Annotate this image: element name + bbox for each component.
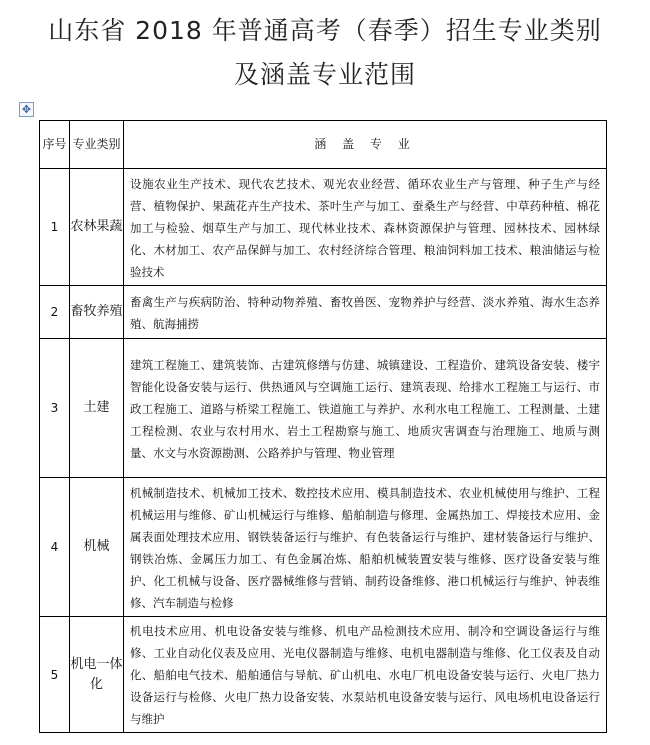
row-category: 土建 [70,339,124,478]
row-majors: 畜禽生产与疾病防治、特种动物养殖、畜牧兽医、宠物养护与经营、淡水养殖、海水生态养殖、航海捕捞 [124,286,607,339]
row-category: 机械 [70,478,124,617]
table-row [40,478,607,617]
table-row [40,617,607,733]
document-title-line2: 及涵盖专业范围 [233,60,416,89]
majors-table [39,120,607,733]
row-no: 2 [40,286,70,339]
table-row [40,339,607,478]
document-title-line1: 山东省 2018 年普通高考（春季）招生专业类别 [48,16,602,45]
table-row [40,169,607,286]
row-no: 3 [40,339,70,478]
row-majors: 设施农业生产技术、现代农艺技术、观光农业经营、循环农业生产与管理、种子生产与经营、植物保护、果蔬花卉生产技术、茶叶生产与加工、蚕桑生产与经营、中草药种植、棉花加工与检验、烟草生产与加工、现代林业技术、森林资源保护与管理、园林技术、园林绿化、木材加工、农产品保鲜与加工、农村经济综合管理、粮油饲料加工技术、粮油储运与检验技术 [124,169,607,286]
header-category: 专业类别 [70,121,124,169]
header-no: 序号 [40,121,70,169]
row-category: 农林果蔬 [70,169,124,286]
row-majors: 机电技术应用、机电设备安装与维修、机电产品检测技术应用、制冷和空调设备运行与维修、工业自动化仪表及应用、光电仪器制造与维修、电机电器制造与维修、化工仪表及自动化、船舶电气技术、船舶通信与导航、矿山机电、水电厂机电设备安装与运行、火电厂热力设备运行与检修、火电厂热力设备安装、水泵站机电设备安装与运行、风电场机电设备运行与维护 [124,617,607,733]
row-no: 1 [40,169,70,286]
move-arrows-icon: ✥ [21,103,32,116]
row-no: 4 [40,478,70,617]
table-move-handle[interactable] [19,102,34,117]
row-majors: 机械制造技术、机械加工技术、数控技术应用、模具制造技术、农业机械使用与维护、工程机械运用与维修、矿山机械运行与维修、船舶制造与修理、金属热加工、焊接技术应用、金属表面处理技术应用、钢铁装备运行与维护、有色装备运行与维护、建材装备运行与维护、钢铁冶炼、金属压力加工、有色金属冶炼、船舶机械装置安装与维修、医疗设备安装与维护、化工机械与设备、医疗器械维修与营销、制药设备维修、港口机械运行与维护、钟表维修、汽车制造与检修 [124,478,607,617]
table-header-row [40,121,607,169]
row-category: 机电一体化 [70,617,124,733]
row-majors: 建筑工程施工、建筑装饰、古建筑修缮与仿建、城镇建设、工程造价、建筑设备安装、楼宇智能化设备安装与运行、供热通风与空调施工运行、建筑表现、给排水工程施工与运行、市政工程施工、道路与桥梁工程施工、铁道施工与养护、水利水电工程施工、工程测量、土建工程检测、农业与农村用水、岩土工程勘察与施工、地质灾害调查与治理施工、地质与测量、水文与水资源勘测、公路养护与管理、物业管理 [124,339,607,478]
row-no: 5 [40,617,70,733]
row-category: 畜牧养殖 [70,286,124,339]
table-row [40,286,607,339]
header-majors: 涵 盖 专 业 [124,121,607,169]
